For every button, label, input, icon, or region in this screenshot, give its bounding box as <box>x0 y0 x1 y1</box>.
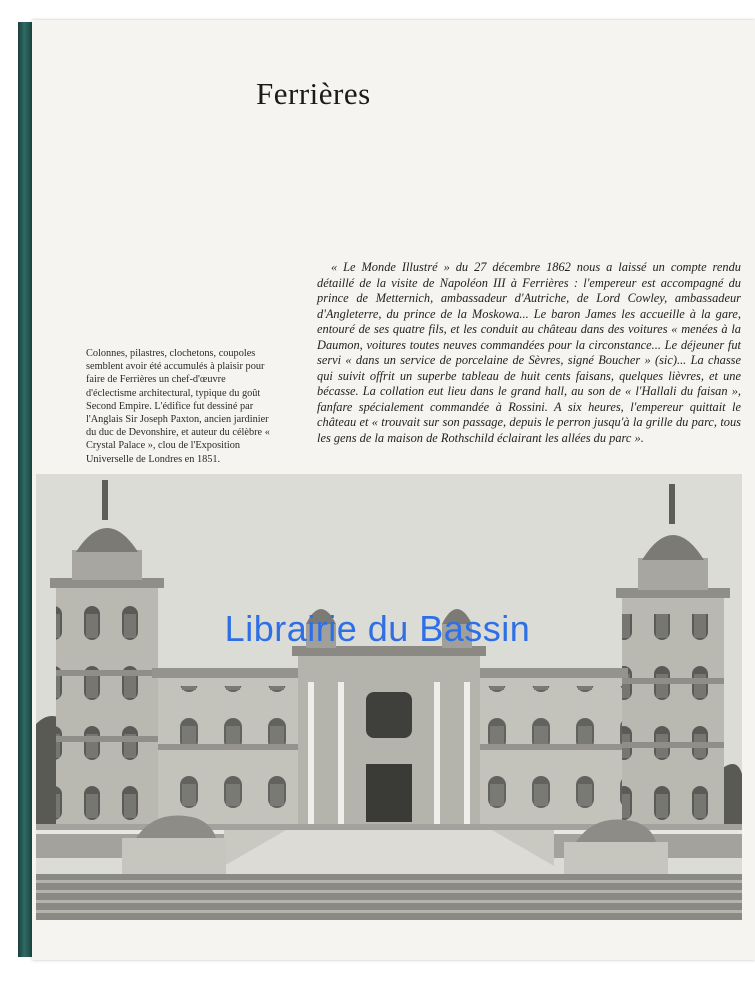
chateau-photograph <box>36 474 742 920</box>
article-text: « Le Monde Illustré » du 27 décembre 1862 nous a laissé un compte rendu détaillé de la visite de Napoléon III à Ferrières : l'empereur est accompagné du prince de Metternich, ambassadeur d'Autriche, de Lord Cowley, ambassadeur d'Angleterre, du prince de la Moskowa... Le baron James les accueille à la gare, entouré de ses quatre fils, et les conduit au château dans des voitures « menées à la Daumon, voitures toutes neuves commandées pour la circonstance... Le déjeuner fut servi « dans un service de porcelaine de Sèvres, signé Boucher » (sic)... La chasse qui suivit offrit un superbe tableau de huit cents faisans, quelques lièvres, et une bécasse. La collation eut lieu dans le grand hall, au son de « l'Hallali du faisan », fanfare spécialement commandée à Rossini. A six heures, l'empereur quittait le château et « trouvait sur son passage, depuis le perron jusqu'à la grille du parc, tous les gens de la maison de Rothschild éclairant les allées du parc ». <box>317 260 741 445</box>
chateau-illustration <box>36 474 742 920</box>
page-title: Ferrières <box>256 76 371 111</box>
watermark-text: Librairie du Bassin <box>224 608 531 649</box>
photo-caption: Colonnes, pilastres, clochetons, coupoles semblent avoir été accumulés à plaisir pour faire de Ferrières un chef-d'œuvre d'éclectisme architectural, typique du goût Second Empire. L'édifice fut dessiné par l'Anglais Sir Joseph Paxton, ancien jardinier du duc de Devonshire, et auteur du célèbre « Crystal Palace », clou de l'Exposition Universelle de Londres en 1851. <box>86 348 270 465</box>
book-spine <box>18 22 32 957</box>
